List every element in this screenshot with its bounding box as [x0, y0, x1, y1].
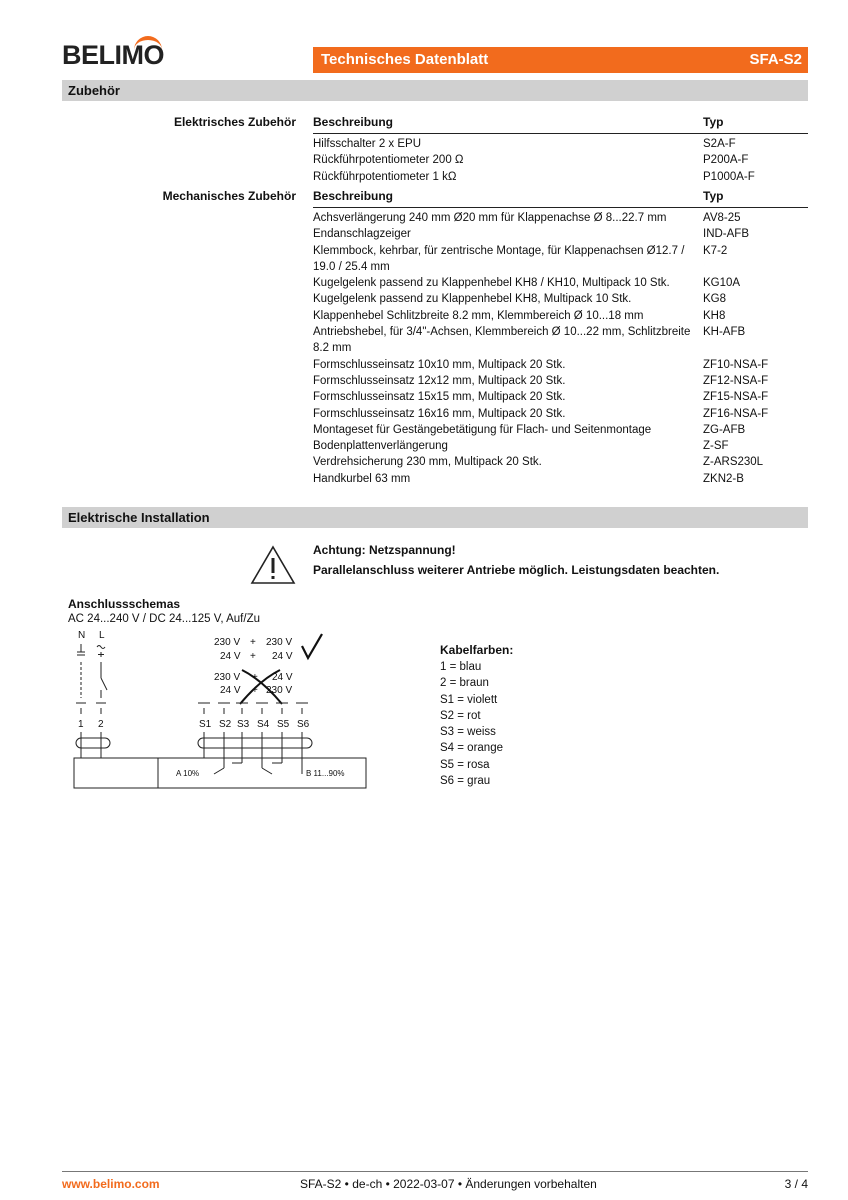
category-mechanical: Mechanisches Zubehör — [162, 189, 296, 203]
col-header-type: Typ — [703, 115, 724, 129]
row-desc: Rückführpotentiometer 200 Ω — [313, 154, 464, 167]
row-type: KH8 — [703, 309, 726, 322]
list-item: S5 = rosa — [440, 758, 490, 771]
list-item: S4 = orange — [440, 742, 503, 755]
s-label: S3 — [237, 719, 250, 730]
table-row — [313, 308, 808, 324]
warning-triangle-icon — [250, 545, 296, 585]
table-row — [313, 291, 808, 307]
row-desc: Formschlusseinsatz 15x15 mm, Multipack 20 Stk. — [313, 391, 566, 404]
table-row — [313, 406, 808, 422]
row-desc: Formschlusseinsatz 16x16 mm, Multipack 20 Stk. — [313, 407, 566, 420]
row-type: P200A-F — [703, 154, 749, 167]
footer-divider — [62, 1171, 808, 1172]
model-name: SFA-S2 — [749, 51, 802, 68]
table-row — [313, 243, 808, 276]
list-item: 1 = blau — [440, 661, 482, 673]
s-label: S2 — [219, 719, 232, 730]
row-desc: Handkurbel 63 mm — [313, 472, 411, 485]
header-bar — [313, 47, 808, 73]
section-title: Elektrische Installation — [68, 510, 210, 525]
ok-row-b-left: 24 V — [220, 651, 241, 662]
wiring-diagram — [62, 628, 382, 796]
col-header-desc: Beschreibung — [313, 115, 394, 129]
row-type: Z-ARS230L — [703, 456, 764, 469]
row-type: Z-SF — [703, 440, 729, 453]
row-desc: Achsverlängerung 240 mm Ø20 mm für Klappenachse Ø 8...22.7 mm — [313, 212, 667, 224]
row-desc: Antriebshebel, für 3/4"-Achsen, Klemmbereich Ø 10...22 mm, Schlitzbreite 8.2 mm — [313, 326, 691, 355]
row-desc: Endanschlagzeiger — [313, 228, 411, 241]
s-label: S4 — [257, 719, 270, 730]
bad-row-b-right: 230 V — [266, 685, 293, 696]
row-type: KG8 — [703, 293, 727, 306]
row-type: KH-AFB — [703, 326, 746, 339]
bad-row-b-left: 24 V — [220, 685, 241, 696]
label-b: B 11...90% — [306, 769, 345, 778]
row-desc: Formschlusseinsatz 10x10 mm, Multipack 20 Stk. — [313, 358, 566, 371]
bad-row-a-left: 230 V — [214, 672, 241, 683]
row-desc: Verdrehsicherung 230 mm, Multipack 20 Stk. — [313, 456, 542, 469]
row-desc: Formschlusseinsatz 12x12 mm, Multipack 20 Stk. — [313, 374, 566, 387]
footer-page-number: 3 / 4 — [784, 1177, 808, 1191]
terminal-1-label: 1 — [78, 719, 84, 730]
row-desc: Bodenplattenverlängerung — [313, 440, 448, 453]
table-row — [313, 226, 808, 242]
terminal-2-label: 2 — [98, 719, 104, 730]
row-type: IND-AFB — [703, 228, 749, 241]
plus-sign: + — [252, 685, 258, 696]
table-row — [313, 454, 808, 470]
table-row — [313, 471, 808, 487]
ok-row-a-right: 230 V — [266, 637, 293, 648]
schema-title: Anschlussschemas — [68, 597, 181, 611]
table-row — [313, 136, 697, 185]
row-type: P1000A-F — [703, 170, 755, 183]
checkmark-icon — [302, 634, 322, 658]
table-row — [313, 275, 808, 291]
terminal-n-label: N — [78, 630, 86, 641]
row-desc: Montageset für Gestängebetätigung für Flach- und Seitenmontage — [313, 423, 652, 436]
s-label: S6 — [297, 719, 310, 730]
row-desc: Kugelgelenk passend zu Klappenhebel KH8 / KH10, Multipack 10 Stk. — [313, 277, 670, 290]
mechanical-table — [313, 210, 808, 487]
table-row — [313, 357, 808, 373]
footer-document-info: SFA-S2 • de-ch • 2022-03-07 • Änderungen vorbehalten — [300, 1177, 597, 1191]
bad-row-a-right: 24 V — [272, 672, 293, 683]
list-item: S2 = rot — [440, 709, 481, 722]
s-label: S1 — [199, 719, 212, 730]
row-type: ZF12-NSA-F — [703, 374, 769, 387]
table-row — [313, 422, 808, 438]
table-rule — [313, 207, 808, 208]
footer-website-link[interactable]: www.belimo.com — [62, 1177, 160, 1191]
row-type: ZF10-NSA-F — [703, 358, 769, 371]
table-rule — [313, 133, 808, 134]
category-electrical: Elektrisches Zubehör — [173, 115, 296, 129]
table-row — [313, 324, 808, 357]
list-item: S6 = grau — [440, 775, 491, 788]
plus-sign: + — [252, 672, 258, 683]
section-title: Zubehör — [68, 83, 120, 98]
plus-sign: + — [250, 651, 256, 662]
table-row — [313, 389, 808, 405]
belimo-logo: BELIMO — [62, 40, 164, 70]
col-header-desc: Beschreibung — [313, 189, 394, 203]
row-type: ZKN2-B — [703, 472, 744, 485]
warning-title: Achtung: Netzspannung! — [313, 543, 456, 557]
table-row — [313, 210, 808, 226]
cable-colors-list — [440, 659, 503, 789]
row-desc: Klappenhebel Schlitzbreite 8.2 mm, Klemmbereich Ø 10...18 mm — [313, 309, 644, 322]
row-desc: Kugelgelenk passend zu Klappenhebel KH8, Multipack 10 Stk. — [313, 293, 632, 306]
ok-row-a-left: 230 V — [214, 637, 241, 648]
terminal-l-label: L — [99, 630, 105, 641]
plus-sign: + — [250, 637, 256, 648]
warning-text: Parallelanschluss weiterer Antriebe möglich. Leistungsdaten beachten. — [313, 563, 720, 577]
row-type: KG10A — [703, 277, 741, 290]
s-label: S5 — [277, 719, 290, 730]
table-row-types — [703, 136, 808, 185]
ok-row-b-right: 24 V — [272, 651, 293, 662]
list-item: S1 = violett — [440, 693, 498, 706]
row-type: AV8-25 — [703, 212, 741, 224]
row-type: ZG-AFB — [703, 423, 746, 436]
table-row — [313, 438, 808, 454]
list-item: 2 = braun — [440, 677, 489, 690]
label-a: A 10% — [176, 769, 200, 778]
row-type: ZF16-NSA-F — [703, 407, 769, 420]
row-desc: Klemmbock, kehrbar, für zentrische Montage, für Klappenachsen Ø12.7 / 19.0 / 25.4 mm — [313, 244, 685, 273]
col-header-type: Typ — [703, 189, 724, 203]
row-desc: Hilfsschalter 2 x EPU — [313, 138, 422, 150]
section-installation — [62, 507, 808, 528]
schema-subtitle: AC 24...240 V / DC 24...125 V, Auf/Zu — [68, 613, 260, 625]
list-item: S3 = weiss — [440, 726, 496, 739]
table-row — [313, 373, 808, 389]
section-zubehoer — [62, 80, 808, 101]
row-type: ZF15-NSA-F — [703, 391, 769, 404]
cable-colors-title: Kabelfarben: — [440, 643, 514, 657]
row-type: S2A-F — [703, 138, 736, 150]
doc-title: Technisches Datenblatt — [321, 51, 489, 68]
logo-arc-icon — [134, 36, 162, 50]
row-desc: Rückführpotentiometer 1 kΩ — [313, 170, 457, 183]
row-type: K7-2 — [703, 244, 728, 257]
